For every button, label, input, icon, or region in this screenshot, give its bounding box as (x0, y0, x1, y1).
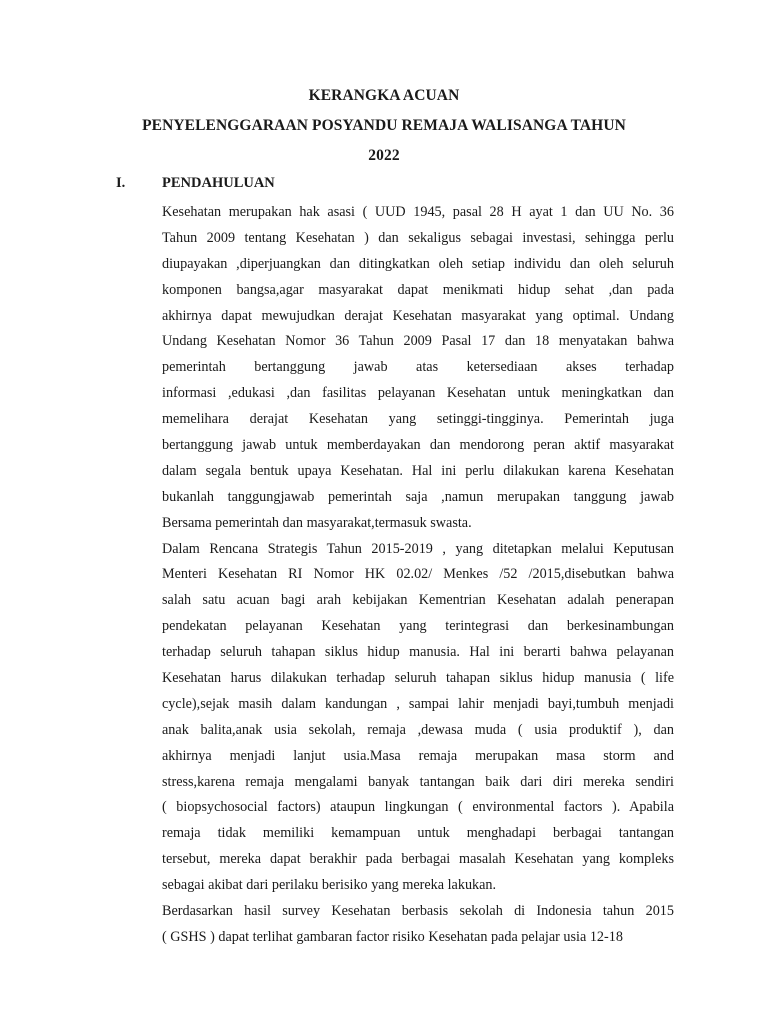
body-line: tersebut, mereka dapat berakhir pada berbagai masalah Kesehatan yang kompleks (162, 851, 674, 868)
body-line: pendekatan pelayanan Kesehatan yang terintegrasi dan berkesinambungan (162, 618, 674, 635)
body-line: akhirnya dapat mewujudkan derajat Kesehatan masyarakat yang optimal. Undang (162, 307, 674, 324)
body-line: ( GSHS ) dapat terlihat gambaran factor risiko Kesehatan pada pelajar usia 12-18 (162, 928, 623, 945)
body-line: Bersama pemerintah dan masyarakat,termasuk swasta. (162, 514, 472, 531)
body-text (162, 200, 674, 951)
body-line: stress,karena remaja mengalami banyak tantangan baik dari diri mereka sendiri (162, 773, 674, 790)
body-line: akhirnya menjadi lanjut usia.Masa remaja merupakan masa storm and (162, 747, 674, 764)
body-line: bertanggung jawab untuk memberdayakan dan mendorong peran aktif masyarakat (162, 437, 674, 454)
body-line: pemerintah bertanggung jawab atas ketersediaan akses terhadap (162, 359, 674, 376)
body-line: salah satu acuan bagi arah kebijakan Kementrian Kesehatan adalah penerapan (162, 592, 674, 609)
body-line: anak balita,anak usia sekolah, remaja ,dewasa muda ( usia produktif ), dan (162, 721, 674, 738)
body-line: Kesehatan merupakan hak asasi ( UUD 1945, pasal 28 H ayat 1 dan UU No. 36 (162, 204, 674, 220)
body-line: ( biopsychosocial factors) ataupun lingkungan ( environmental factors ). Apabila (162, 799, 674, 816)
body-line: Menteri Kesehatan RI Nomor HK 02.02/ Menkes /52 /2015,disebutkan bahwa (162, 566, 674, 583)
body-line: cycle),sejak masih dalam kandungan , sampai lahir menjadi bayi,tumbuh menjadi (162, 695, 674, 712)
body-line: informasi ,edukasi ,dan fasilitas pelayanan Kesehatan untuk meningkatkan dan (162, 385, 674, 402)
body-line: dalam segala bentuk upaya Kesehatan. Hal ini perlu dilakukan karena Kesehatan (162, 462, 674, 479)
body-line: Tahun 2009 tentang Kesehatan ) dan sekaligus sebagai investasi, sehingga perlu (162, 229, 674, 246)
body-line: komponen bangsa,agar masyarakat dapat menikmati hidup sehat ,dan pada (162, 281, 674, 298)
body-line: Undang Kesehatan Nomor 36 Tahun 2009 Pasal 17 dan 18 menyatakan bahwa (162, 333, 674, 350)
body-line: Dalam Rencana Strategis Tahun 2015-2019 , yang ditetapkan melalui Keputusan (162, 540, 674, 557)
body-line: terhadap seluruh tahapan siklus hidup manusia. Hal ini berarti bahwa pelayanan (162, 644, 674, 661)
body-line: remaja tidak memiliki kemampuan untuk menghadapi berbagai tantangan (162, 825, 674, 842)
body-line: Berdasarkan hasil survey Kesehatan berbasis sekolah di Indonesia tahun 2015 (162, 903, 674, 920)
body-line: Kesehatan harus dilakukan terhadap seluruh tahapan siklus hidup manusia ( life (162, 670, 674, 687)
body-line: bukanlah tanggungjawab pemerintah saja ,namun merupakan tanggung jawab (162, 488, 674, 505)
body-line: memelihara derajat Kesehatan yang setinggi-tingginya. Pemerintah juga (162, 411, 674, 428)
document-year: 2022 (368, 147, 400, 164)
body-line: sebagai akibat dari perilaku berisiko yang mereka lakukan. (162, 877, 497, 894)
document-title: KERANGKA ACUAN (308, 87, 460, 104)
section-heading: PENDAHULUAN (162, 175, 275, 191)
section-number: I. (116, 175, 126, 191)
document-subtitle: PENYELENGGARAAN POSYANDU REMAJA WALISANGA TAHUN (142, 117, 626, 134)
body-line: diupayakan ,diperjuangkan dan ditingkatkan oleh setiap individu dan oleh seluruh (162, 255, 674, 272)
